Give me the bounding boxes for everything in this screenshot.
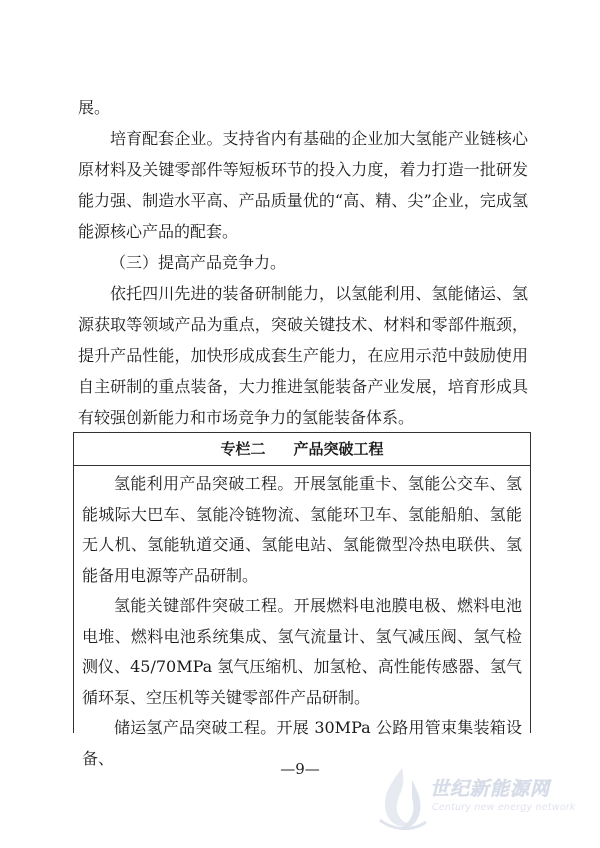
column-item-utilization: 氢能利用产品突破工程。开展氢能重卡、氢能公交车、氢能城际大巴车、氢能冷链物流、氢能环卫车、氢能船舶、氢能无人机、氢能轨道交通、氢能电站、氢能微型冷热电联供、氢能备用电源等产品研制。 <box>82 474 522 585</box>
watermark-name: 世纪新能源网 <box>430 778 551 800</box>
watermark-subtitle: Century new energy network <box>432 802 576 813</box>
paragraph-continuation: 展。 <box>78 98 111 117</box>
watermark <box>372 764 582 834</box>
paragraph-supporting-enterprises: 培育配套企业。支持省内有基础的企业加大氢能产业链核心原材料及关键零部件等短板环节的投入力度，着力打造一批研发能力强、制造水平高、产品质量优的“高、精、尖”企业，完成氢能源核心产品的配套。 <box>78 129 528 241</box>
page-number: —9— <box>280 760 320 778</box>
column-item-components: 氢能关键部件突破工程。开展燃料电池膜电极、燃料电池电堆、燃料电池系统集成、氢气流量计、氢气减压阀、氢气检测仪、45/70MPa 氢气压缩机、加氢枪、高性能传感器、氢气循环泵、空压机等关键零部件产品研制。 <box>82 596 522 707</box>
section-heading: （三）提高产品竞争力。 <box>110 253 287 272</box>
column-box-title <box>74 433 530 466</box>
column-box-title-label: 专栏二 <box>220 440 266 458</box>
paragraph-product-competitiveness: 依托四川先进的装备研制能力，以氢能利用、氢能储运、氢源获取等领域产品为重点，突破关键技术、材料和零部件瓶颈，提升产品性能，加快形成成套生产能力，在应用示范中鼓励使用自主研制的重点装备，大力推进氢能装备产业发展，培育形成具有较强创新能力和市场竞争力的氢能装备体系。 <box>78 284 528 427</box>
column-item-storage: 储运氢产品突破工程。开展 30MPa 公路用管束集装箱设备、 <box>82 718 522 768</box>
column-box <box>73 432 531 768</box>
flame-logo-icon <box>372 764 432 834</box>
column-box-title-text: 产品突破工程 <box>293 440 384 458</box>
